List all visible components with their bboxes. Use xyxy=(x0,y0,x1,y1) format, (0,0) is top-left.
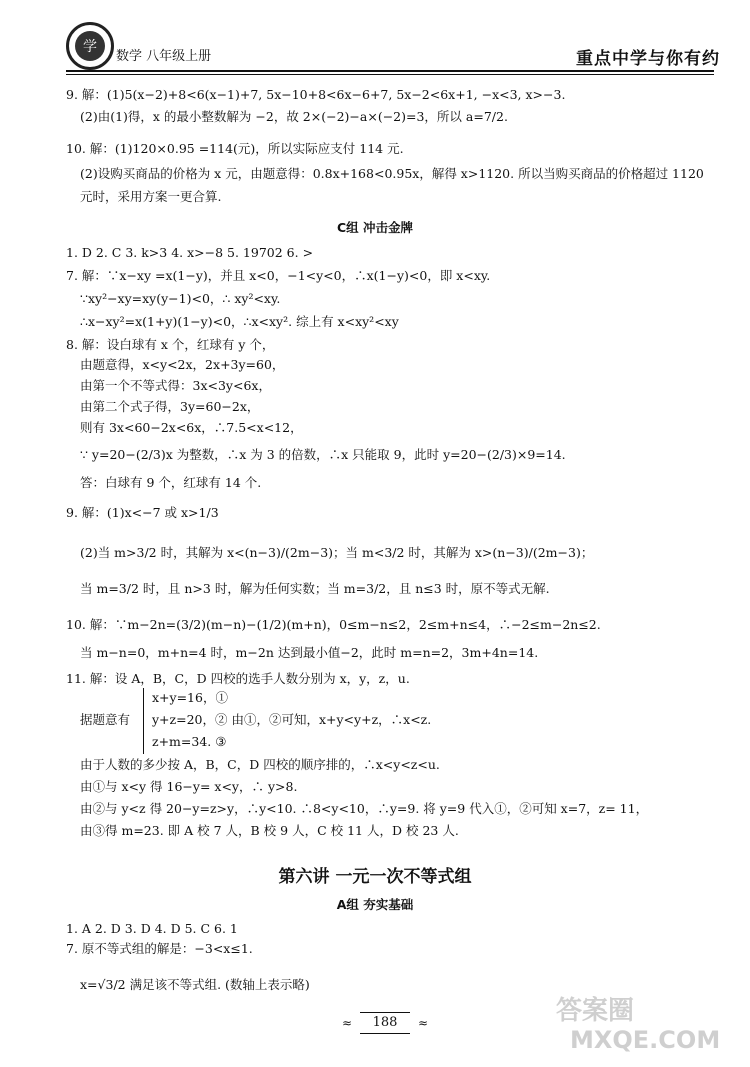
answer-line: 当 m=3/2 时，且 n>3 时，解为任何实数；当 m=3/2，且 n≤3 时，原不等式无解. xyxy=(80,581,550,596)
logo-mark: 学 xyxy=(75,31,105,61)
answer-line: 由于人数的多少按 A，B，C，D 四校的顺序排的，∴x<y<z<u. xyxy=(80,757,440,772)
answer-line: ∴x−xy²=x(1+y)(1−y)<0，∴x<xy². 综上有 x<xy²<xy xyxy=(80,314,399,329)
ornament-right-icon: ≈ xyxy=(417,1016,428,1030)
equation-line: y+z=20，② 由①，②可知，x+y<y+z，∴x<z. xyxy=(152,712,432,727)
answer-line: 由③得 m=23. 即 A 校 7 人，B 校 9 人，C 校 11 人，D 校 23 人. xyxy=(80,823,459,838)
page-number-frame xyxy=(342,1012,428,1034)
header-rule-thick xyxy=(66,70,714,72)
answer-line: ∵ y=20−(2/3)x 为整数，∴x 为 3 的倍数，∴x 只能取 9，此时 y=20−(2/3)×9=14. xyxy=(80,447,566,462)
page-header xyxy=(0,0,750,80)
section-heading-c-group: C组 冲击金牌 xyxy=(336,220,414,235)
answer-line: 由①与 x<y 得 16−y= x<y，∴ y>8. xyxy=(80,779,298,794)
school-logo-icon xyxy=(66,22,114,70)
page-number: 188 xyxy=(360,1012,410,1034)
answer-line: 由第二个式子得，3y=60−2x， xyxy=(80,399,260,414)
answer-line: 由题意得，x<y<2x，2x+3y=60， xyxy=(80,357,285,372)
answer-line: 答：白球有 9 个，红球有 14 个. xyxy=(80,475,262,490)
header-rule-thin xyxy=(66,74,714,75)
watermark-url: MXQE.COM xyxy=(570,1026,721,1054)
answer-line: x=√3/2 满足该不等式组. (数轴上表示略) xyxy=(80,977,310,992)
equation-system-brace xyxy=(143,688,150,754)
watermark-logo: 答案圈 xyxy=(556,996,635,1026)
answer-line: 当 m−n=0，m+n=4 时，m−2n 达到最小值−2，此时 m=n=2，3m+4n=14. xyxy=(80,645,539,660)
answer-line: 7. 解：∵x−xy =x(1−y)，并且 x<0，−1<y<0，∴x(1−y)<0，即 x<xy. xyxy=(66,268,491,283)
answer-line: 10. 解：∵m−2n=(3/2)(m−n)−(1/2)(m+n)，0≤m−n≤2，2≤m+n≤4，∴−2≤m−2n≤2. xyxy=(66,617,601,632)
answer-line: 1. D 2. C 3. k>3 4. x>−8 5. 19702 6. > xyxy=(66,245,314,260)
answer-line: (2)由(1)得，x 的最小整数解为 −2，故 2×(−2)−a×(−2)=3，所以 a=7/2. xyxy=(80,109,508,124)
answer-line: 1. A 2. D 3. D 4. D 5. C 6. 1 xyxy=(66,921,238,936)
answer-line: 9. 解：(1)5(x−2)+8<6(x−1)+7, 5x−10+8<6x−6+7, 5x−2<6x+1, −x<3, x>−3. xyxy=(66,87,566,102)
answer-line: ∵xy²−xy=xy(y−1)<0，∴ xy²<xy. xyxy=(80,291,281,306)
answer-line: 由第一个不等式得：3x<3y<6x， xyxy=(80,378,271,393)
answer-line: 7. 原不等式组的解是：−3<x≤1. xyxy=(66,941,253,956)
answer-line: 由②与 y<z 得 20−y=z>y，∴y<10. ∴8<y<10，∴y=9. 将 y=9 代入①，②可知 x=7，z= 11， xyxy=(80,801,649,816)
equation-line: z+m=34. ③ xyxy=(152,734,227,749)
answer-line: 则有 3x<60−2x<6x，∴7.5<x<12， xyxy=(80,420,303,435)
answer-line: (2)当 m>3/2 时，其解为 x<(n−3)/(2m−3)；当 m<3/2 时，其解为 x>(n−3)/(2m−3)； xyxy=(80,545,594,560)
answer-line: 8. 解：设白球有 x 个，红球有 y 个， xyxy=(66,337,275,352)
answer-line: 元时，采用方案一更合算. xyxy=(80,189,222,204)
ornament-left-icon: ≈ xyxy=(342,1016,353,1030)
section-heading-a-group: A组 夯实基础 xyxy=(336,897,414,912)
answer-line: 9. 解：(1)x<−7 或 x>1/3 xyxy=(66,505,219,520)
answer-line: 10. 解：(1)120×0.95 =114(元)，所以实际应支付 114 元. xyxy=(66,141,404,156)
answer-line: 11. 解：设 A，B，C，D 四校的选手人数分别为 x，y，z，u. xyxy=(66,671,410,686)
answer-line: (2)设购买商品的价格为 x 元，由题意得：0.8x+168<0.95x，解得 x>1120. 所以当购买商品的价格超过 1120 xyxy=(80,166,704,181)
subject-label: 数学 八年级上册 xyxy=(116,49,212,64)
series-brand: 重点中学与你有约 xyxy=(576,49,720,69)
chapter-title: 第六讲 一元一次不等式组 xyxy=(278,867,472,887)
answer-line: 据题意有 xyxy=(80,712,131,727)
equation-line: x+y=16，① xyxy=(152,690,228,705)
